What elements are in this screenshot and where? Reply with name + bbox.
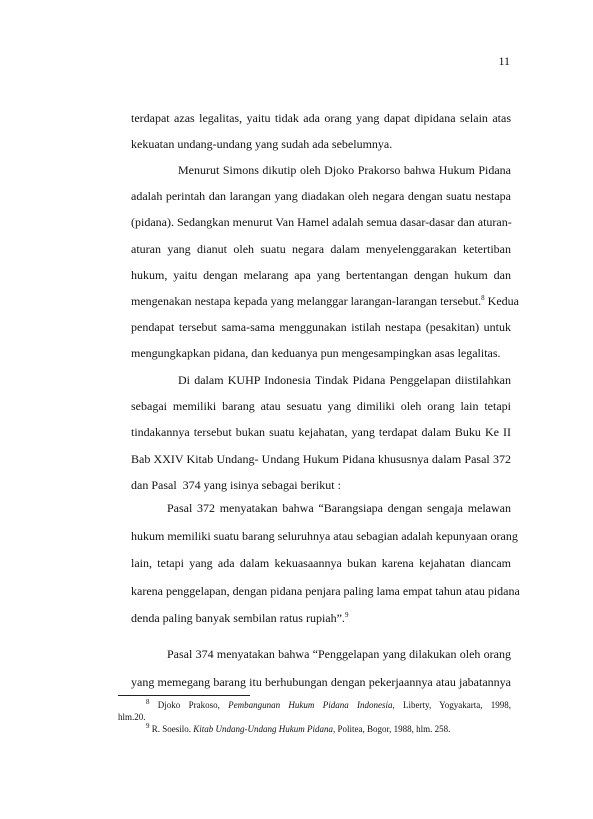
footnote-publisher: , Liberty, Yogyakarta, 1998, — [392, 700, 512, 710]
footnote-9 — [146, 723, 450, 735]
text-line: terdapat azas legalitas, yaitu tidak ada orang yang dapat dipidana selain atas — [131, 111, 511, 125]
text-line: Pasal 374 menyatakan bahwa “Penggelapan yang dilakukan oleh orang — [167, 647, 511, 661]
footnote-author: R. Soesilo. — [151, 724, 192, 734]
paragraph-4 — [131, 495, 520, 633]
footnote-marker: 9 — [146, 722, 150, 730]
paragraph-1 — [131, 105, 511, 157]
text-line: (pidana). Sedangkan menurut Van Hamel adalah semua dasar-dasar dan aturan- — [131, 215, 512, 230]
footnote-publisher: Politea, Bogor, 1988, hlm. 258. — [335, 724, 451, 734]
text-line: karena penggelapan, dengan pidana penjara paling lama empat tahun atau pidana — [131, 583, 520, 598]
footnote-8 — [118, 699, 511, 723]
text-segment: mengenakan nestapa kepada yang melanggar larangan-larangan tersebut. — [131, 294, 482, 309]
text-line: adalah perintah dan larangan yang diadakan oleh negara dengan suatu nestapa — [131, 189, 511, 204]
text-line: yang memegang barang itu berhubungan dengan pekerjaannya atau jabatannya — [131, 674, 511, 689]
footnote-separator — [118, 695, 250, 696]
text-line: hukum memiliki suatu barang seluruhnya atau sebagian adalah kepunyaan orang — [131, 528, 518, 543]
text-line: Di dalam KUHP Indonesia Tindak Pidana Penggelapan diistilahkan — [178, 373, 511, 387]
text-line: dan Pasal 374 yang isinya sebagai berikut : — [131, 477, 341, 492]
text-line: pendapat tersebut sama-sama menggunakan istilah nestapa (pesakitan) untuk — [131, 320, 511, 335]
footnote-ref-9[interactable]: 9 — [344, 611, 349, 620]
paragraph-3 — [131, 367, 511, 498]
text-line: sebagai memiliki barang atau sesuatu yang dimiliki oleh orang lain tetapi — [131, 399, 511, 414]
text-line: Menurut Simons dikutip oleh Djoko Prakorso bahwa Hukum Pidana — [178, 163, 511, 177]
paragraph-5 — [131, 641, 511, 696]
text-segment: Kedua — [484, 294, 519, 309]
text-line: Bab XXIV Kitab Undang- Undang Hukum Pidana khususnya dalam Pasal 372 — [131, 451, 511, 466]
footnote-ref-8[interactable]: 8 — [481, 294, 485, 303]
text-segment: denda paling banyak sembilan ratus rupiah”. — [131, 611, 345, 626]
text-line: lain, tetapi yang ada dalam kekuasaannya bukan karena kejahatan diancam — [131, 556, 511, 571]
footnote-author: Djoko Prakoso, — [157, 700, 220, 710]
text-line-with-footnote — [131, 288, 519, 314]
footnote-title: Kitab Undang-Undang Hukum Pidana, — [193, 724, 336, 734]
footnote-page: hlm.20. — [118, 712, 146, 722]
text-line: tindakannya tersebut bukan suatu kejahatan, yang terdapat dalam Buku Ke II — [131, 425, 511, 440]
text-line: mengungkapkan pidana, dan keduanya pun mengesampingkan asas legalitas. — [131, 346, 501, 361]
text-line: Pasal 372 menyatakan bahwa “Barangsiapa dengan sengaja melawan — [167, 501, 511, 515]
text-line: kekuatan undang-undang yang sudah ada sebelumnya. — [131, 137, 393, 152]
footnote-title: Pembangunan Hukum Pidana Indonesia — [228, 700, 393, 710]
paragraph-2 — [131, 157, 519, 367]
text-line: aturan yang dianut oleh suatu negara dalam menyelenggarakan ketertiban — [131, 241, 511, 256]
footnote-line — [118, 699, 511, 711]
page-number: 11 — [498, 54, 510, 68]
text-line: hukum, yaitu dengan melarang apa yang bertentangan dengan hukum dan — [131, 267, 511, 282]
text-line-with-footnote — [131, 605, 511, 633]
footnote-marker: 8 — [146, 698, 150, 706]
